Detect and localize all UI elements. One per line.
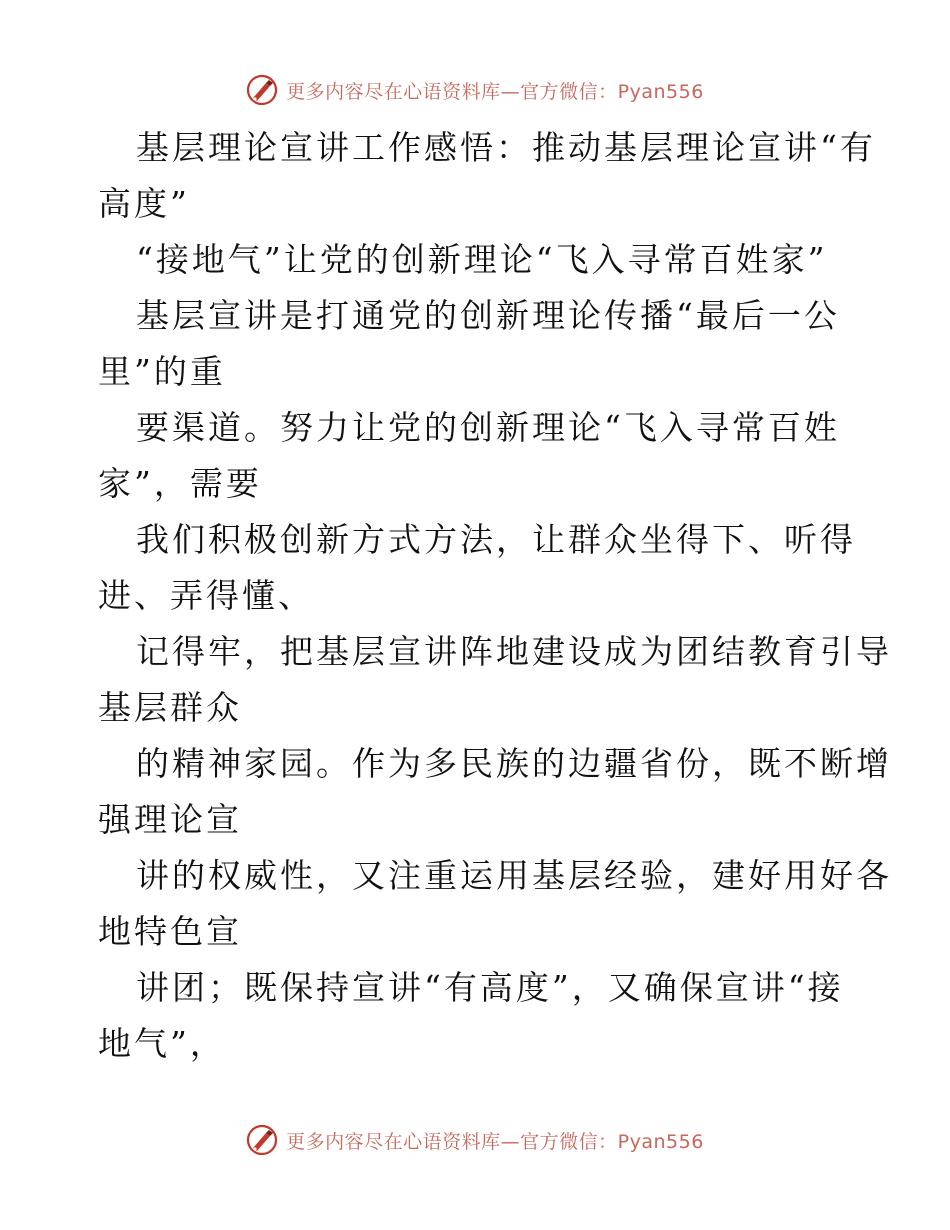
document-body <box>98 120 892 1072</box>
header-banner <box>0 70 950 110</box>
body-line: 进、弄得懂、 <box>98 576 314 615</box>
body-line: 基层理论宣讲工作感悟：推动基层理论宣讲“有 <box>136 128 876 167</box>
body-line: 地气”， <box>98 1024 226 1063</box>
body-line: 要渠道。努力让党的创新理论“飞入寻常百姓 <box>136 408 840 447</box>
body-line: 强理论宣 <box>98 800 242 839</box>
body-line: 讲团；既保持宣讲“有高度”，又确保宣讲“接 <box>136 968 844 1007</box>
body-line: 的精神家园。作为多民族的边疆省份，既不断增 <box>136 744 892 783</box>
body-line: 地特色宣 <box>98 912 242 951</box>
footer-banner <box>0 1120 950 1160</box>
body-line: 家”，需要 <box>98 464 262 503</box>
body-line: 里”的重 <box>98 352 226 391</box>
body-line: “接地气”让党的创新理论“飞入寻常百姓家” <box>136 240 828 279</box>
footer-banner-text: 更多内容尽在心语资料库—官方微信：Pyan556 <box>286 1130 704 1153</box>
body-line: 我们积极创新方式方法，让群众坐得下、听得 <box>136 520 856 559</box>
body-line: 记得牢，把基层宣讲阵地建设成为团结教育引导 <box>136 632 892 671</box>
body-line: 高度” <box>98 184 190 223</box>
pen-logo-icon <box>246 1124 278 1156</box>
body-line: 基层群众 <box>98 688 242 727</box>
body-line: 讲的权威性，又注重运用基层经验，建好用好各 <box>136 856 892 895</box>
body-line: 基层宣讲是打通党的创新理论传播“最后一公 <box>136 296 840 335</box>
pen-logo-icon <box>246 74 278 106</box>
header-banner-text: 更多内容尽在心语资料库—官方微信：Pyan556 <box>286 80 704 103</box>
